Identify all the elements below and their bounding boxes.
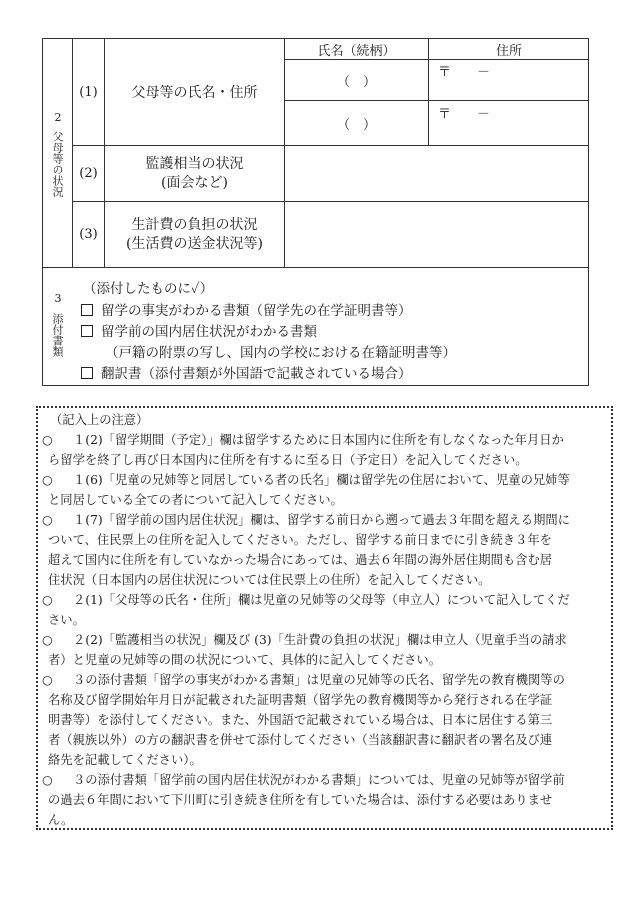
attachment-item-label: 留学の事実がわかる書類（留学先の在学証明書等） bbox=[101, 303, 412, 319]
attachment-item-domestic-residence[interactable] bbox=[81, 320, 317, 340]
note-line: ついて、住民票上の住所を記入してください。ただし、留学する前日までに引き続き３年を bbox=[48, 533, 552, 547]
section3-title: 添付書類 bbox=[51, 313, 64, 357]
row1-label: 父母等の氏名・住所 bbox=[131, 85, 258, 101]
note-line: 者）と児童の兄姉等の間の状況について、具体的に記入してください。 bbox=[48, 653, 442, 667]
checkbox[interactable] bbox=[81, 367, 93, 379]
note-lead: １(2)「留学期間（予定）」欄は留学するために日本国内に住所を有しなくなった年月日か bbox=[73, 433, 564, 447]
living-expense-field[interactable] bbox=[285, 202, 589, 267]
note-line: さい。 bbox=[48, 613, 85, 627]
row3-number: (3) bbox=[79, 227, 98, 242]
bullet-icon: ○ bbox=[42, 593, 53, 607]
note-line: 名称及び留学開始年月日が記載された証明書類（留学先の教育機関等から発行される在学証 bbox=[48, 693, 553, 707]
row3-label bbox=[105, 202, 284, 267]
row2-number: (2) bbox=[79, 166, 98, 181]
notes-box bbox=[36, 406, 613, 830]
note-lead: １(6)「児童の兄姉等と同居している者の氏名」欄は留学先の住居において、児童の兄姉等 bbox=[73, 473, 570, 487]
attachment-item-label: 翻訳書（添付書類が外国語で記載されている場合） bbox=[101, 366, 412, 382]
attachment-item-translation[interactable] bbox=[81, 362, 412, 382]
bullet-icon: ○ bbox=[42, 773, 53, 787]
header-name: 氏名（続柄） bbox=[317, 43, 396, 59]
note-lead: ２(2)「監護相当の状況」欄及び (3)「生計費の負担の状況」欄は申立人（児童手当の請求 bbox=[73, 633, 567, 647]
section2-number: 2 bbox=[54, 111, 62, 124]
custody-status-field[interactable] bbox=[285, 146, 589, 201]
note-line: 明書等）を添付してください。また、外国語で記載されている場合は、日本に居住する第三 bbox=[48, 713, 553, 727]
note-line: 絡先を記載してください）。 bbox=[48, 753, 202, 767]
checkbox[interactable] bbox=[81, 325, 93, 337]
header-address: 住所 bbox=[495, 43, 522, 59]
note-lead: ３の添付書類「留学前の国内居住状況がわかる書類」については、児童の兄姉等が留学前 bbox=[73, 773, 565, 787]
attachment-item-sub: （戸籍の附票の写し、国内の学校における在籍証明書等） bbox=[105, 345, 456, 361]
note-lead: ２(1)「父母等の氏名・住所」欄は児童の兄姉等の父母等（申立人）について記入してくだ bbox=[73, 593, 570, 607]
attachment-item-study-proof[interactable] bbox=[81, 299, 412, 319]
attachment-intro: （添付したものに✓） bbox=[83, 281, 214, 297]
section3-number: 3 bbox=[54, 292, 62, 305]
note-line: と同居している全ての者について記入してください。 bbox=[48, 493, 343, 507]
note-line: 者（親族以外）の方の翻訳書を併せて添付してください（当該翻訳書に翻訳者の署名及び連 bbox=[48, 733, 553, 747]
section2-title: 父母等の状況 bbox=[51, 131, 64, 197]
divider bbox=[43, 267, 589, 268]
bullet-icon: ○ bbox=[42, 513, 53, 527]
bullet-icon: ○ bbox=[42, 473, 53, 487]
row2-label bbox=[105, 146, 284, 201]
bullet-icon: ○ bbox=[42, 433, 53, 447]
parent1-address-field[interactable]: 〒 － bbox=[438, 65, 491, 80]
attachment-item-label: 留学前の国内居住状況がわかる書類 bbox=[101, 324, 317, 340]
note-lead: ３の添付書類「留学の事実がわかる書類」は児童の兄姉等の氏名、留学先の教育機関等の bbox=[73, 673, 565, 687]
parent2-address-field[interactable]: 〒 － bbox=[438, 107, 491, 122]
note-line: の過去６年間において下川町に引き続き住所を有していた場合は、添付する必要はありませ bbox=[48, 793, 553, 807]
notes-title: （記入上の注意） bbox=[50, 413, 149, 427]
row2-label-line1: 監護相当の状況 bbox=[145, 155, 244, 172]
bullet-icon: ○ bbox=[42, 633, 53, 647]
row3-label-line2: (生活費の送金状況等) bbox=[126, 235, 263, 252]
parent1-name-field[interactable]: （ ） bbox=[336, 74, 376, 90]
bullet-icon: ○ bbox=[42, 673, 53, 687]
note-line: 住状況（日本国内の居住状況については住民票上の住所）を記入してください。 bbox=[48, 573, 491, 587]
note-line: ん。 bbox=[48, 813, 74, 827]
note-lead: １(7)「留学前の国内居住状況」欄は、留学する前日から遡って過去３年間を超える期間に bbox=[73, 513, 570, 527]
row1-number: (1) bbox=[79, 84, 98, 100]
note-line: ら留学を終了し再び日本国内に住所を有するに至る日（予定日）を記入してください。 bbox=[48, 453, 528, 467]
parent2-name-field[interactable]: （ ） bbox=[336, 117, 376, 133]
row3-label-line1: 生計費の負担の状況 bbox=[131, 216, 258, 233]
note-line: 超えて国内に住所を有していなかった場合にあっては、過去６年間の海外居住期間も含む居 bbox=[48, 553, 553, 567]
checkbox[interactable] bbox=[81, 304, 93, 316]
row2-label-line2: (面会など) bbox=[161, 174, 228, 191]
form-table bbox=[42, 38, 589, 386]
